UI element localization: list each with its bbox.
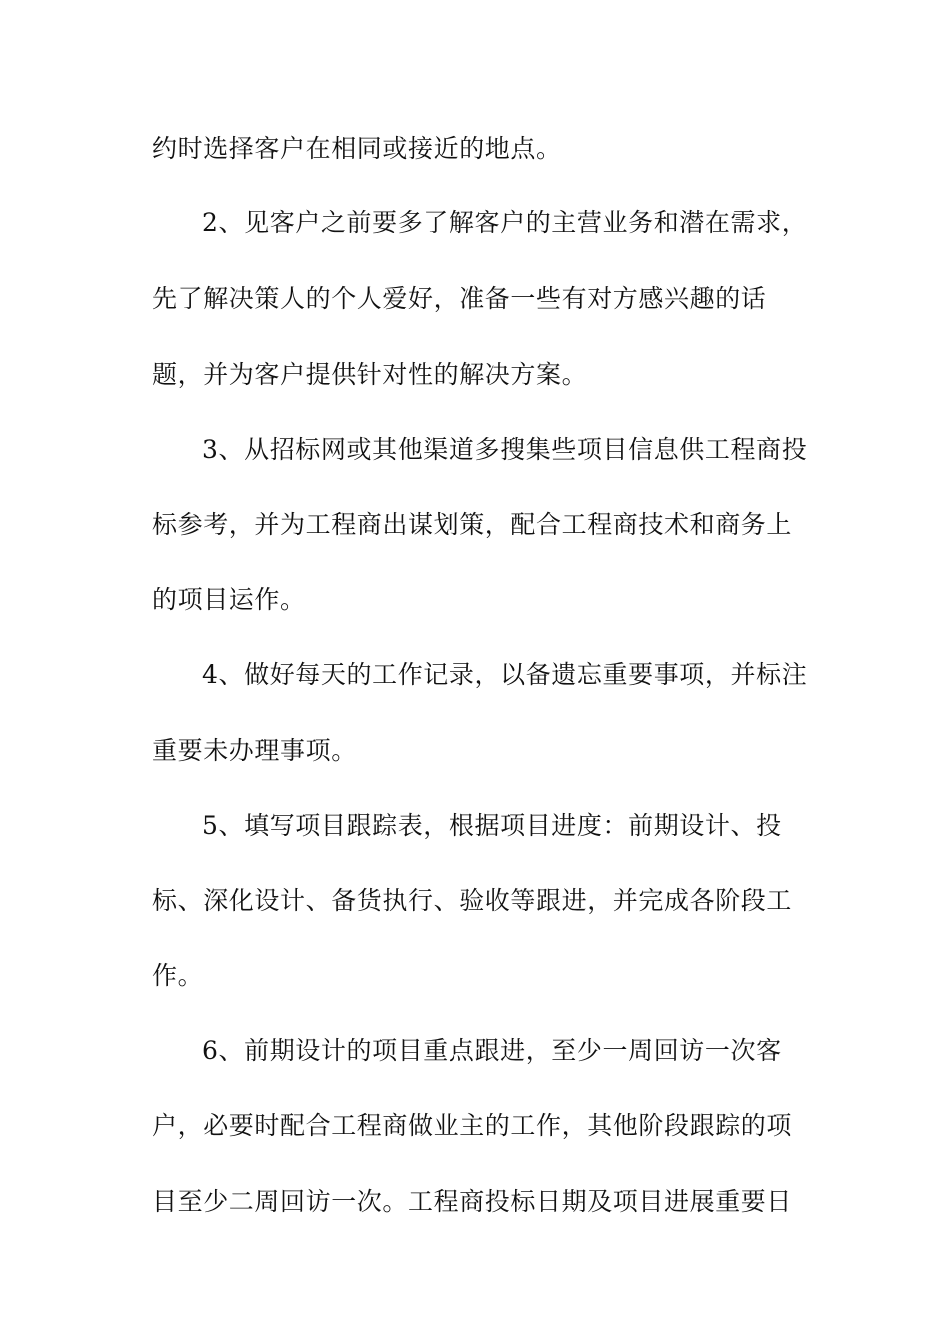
text-line: 户，必要时配合工程商做业主的工作，其他阶段跟踪的项 [152,1111,793,1140]
text-line: 6、前期设计的项目重点跟进，至少一周回访一次客 [202,1036,782,1065]
text-line: 3、从招标网或其他渠道多搜集些项目信息供工程商投 [202,435,808,464]
text-line: 约时选择客户在相同或接近的地点。 [152,134,562,163]
text-line: 2、见客户之前要多了解客户的主营业务和潜在需求， [202,208,808,237]
text-line: 重要未办理事项。 [152,736,357,765]
text-line: 题，并为客户提供针对性的解决方案。 [152,360,588,389]
text-line: 目至少二周回访一次。工程商投标日期及项目进展重要日 [152,1187,793,1216]
text-line: 先了解决策人的个人爱好，准备一些有对方感兴趣的话 [152,284,767,313]
text-line: 5、填写项目跟踪表，根据项目进度：前期设计、投 [202,811,782,840]
text-line: 标、深化设计、备货执行、验收等跟进，并完成各阶段工 [152,886,793,915]
text-line: 标参考，并为工程商出谋划策，配合工程商技术和商务上 [152,510,793,539]
text-line: 的项目运作。 [152,585,306,614]
text-line: 4、做好每天的工作记录，以备遗忘重要事项，并标注 [202,660,808,689]
text-line: 作。 [152,961,204,990]
